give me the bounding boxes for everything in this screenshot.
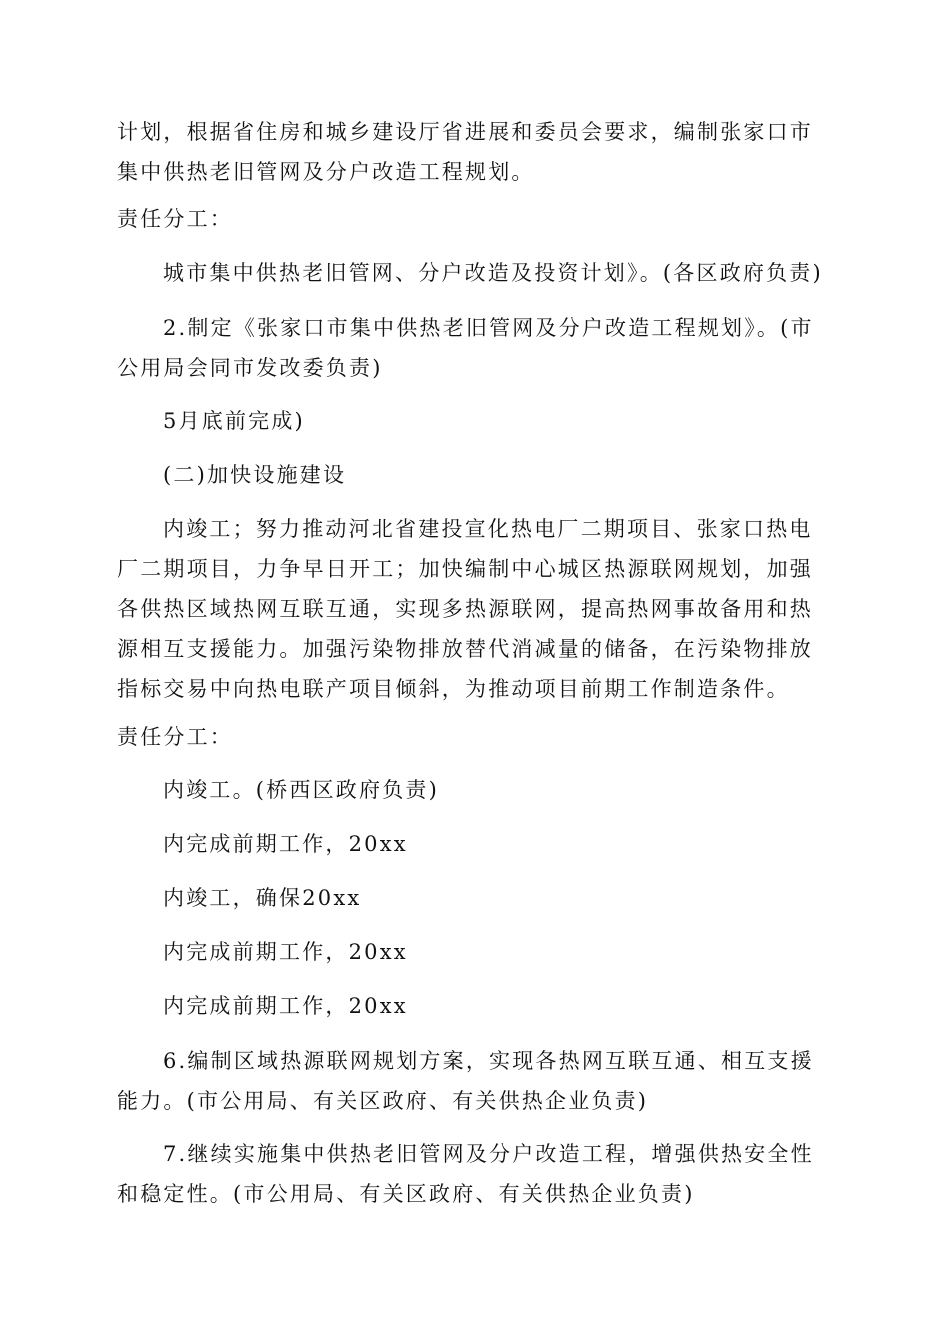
heading-responsibility-2: 责任分工： <box>117 725 233 749</box>
paragraph-item-7: 7.继续实施集中供热老旧管网及分户改造工程，增强供热安全性和稳定性。(市公用局、有关区政府、有关供热企业负责) <box>117 1142 814 1206</box>
paragraph-deadline: 5月底前完成) <box>163 409 305 433</box>
paragraph-prework-2: 内完成前期工作，20xx <box>163 940 408 964</box>
paragraph-investment-plan: 城市集中供热老旧管网、分户改造及投资计划》。(各区政府负责) <box>163 261 823 285</box>
paragraph-item-2: 2.制定《张家口市集中供热老旧管网及分户改造工程规划》。(市公用局会同市发改委负责) <box>117 316 814 380</box>
section-heading-facilities: (二)加快设施建设 <box>163 463 347 487</box>
heading-responsibility-1: 责任分工： <box>117 207 233 231</box>
paragraph-plan-intro: 计划，根据省住房和城乡建设厅省进展和委员会要求，编制张家口市集中供热老旧管网及分户改造工程规划。 <box>117 120 813 184</box>
paragraph-prework-3: 内完成前期工作，20xx <box>163 994 408 1018</box>
paragraph-facilities-body: 内竣工；努力推动河北省建投宣化热电厂二期项目、张家口热电厂二期项目，力争早日开工；加快编制中心城区热源联网规划，加强各供热区域热网互联互通，实现多热源联网，提高热网事故备用和热源相互支援能力。加强污染物排放替代消减量的储备，在污染物排放指标交易中向热电联产项目倾斜，为推动项目前期工作制造条件。 <box>117 517 813 701</box>
paragraph-completion: 内竣工，确保20xx <box>163 886 362 910</box>
paragraph-prework-1: 内完成前期工作，20xx <box>163 832 408 856</box>
paragraph-item-6: 6.编制区域热源联网规划方案，实现各热网互联互通、相互支援能力。(市公用局、有关区政府、有关供热企业负责) <box>117 1049 814 1113</box>
paragraph-qiaoxi: 内竣工。(桥西区政府负责) <box>163 778 439 802</box>
